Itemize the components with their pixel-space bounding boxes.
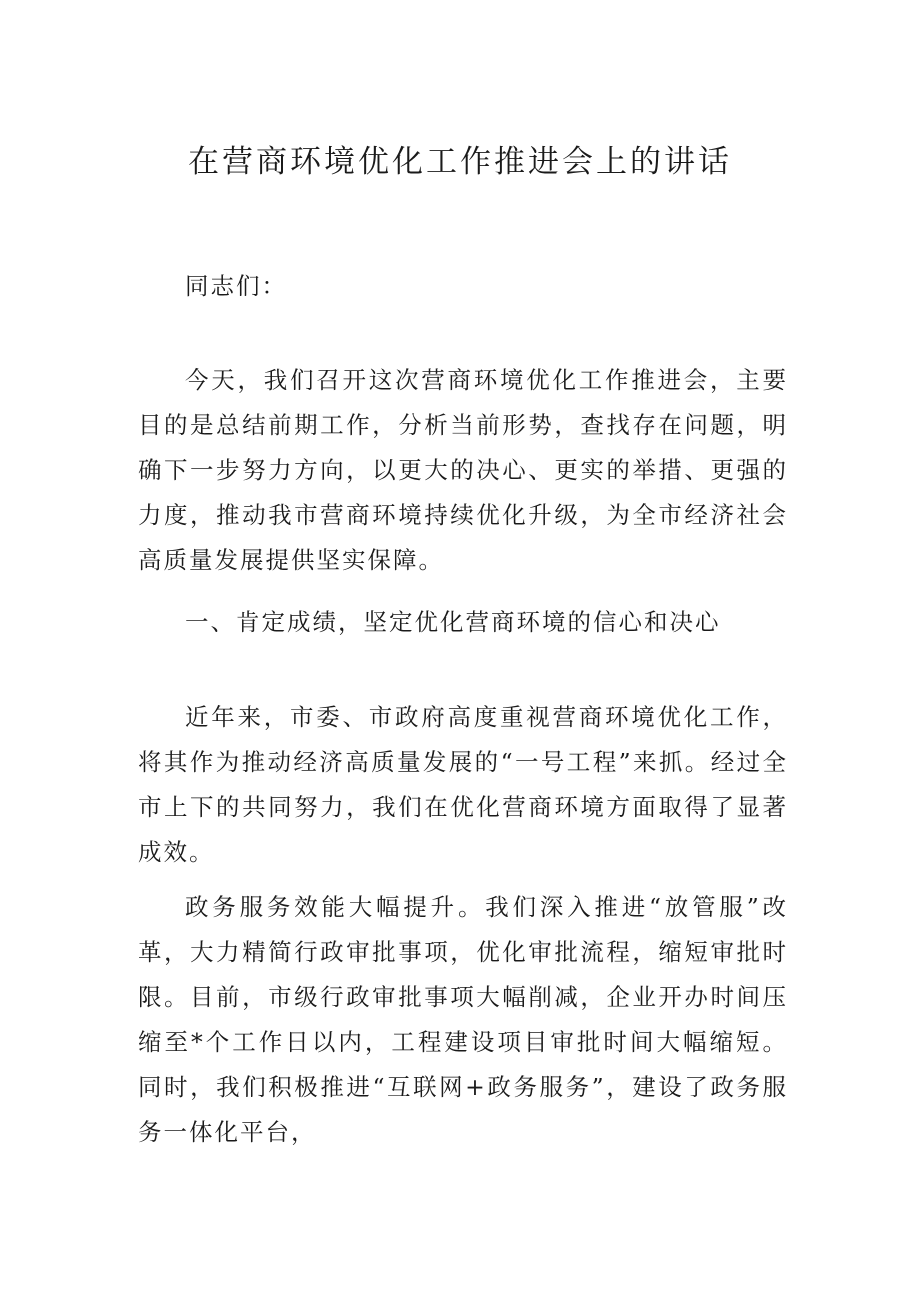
document-title: 在营商环境优化工作推进会上的讲话 [188, 144, 732, 180]
salutation: 同志们： [185, 272, 287, 300]
paragraph-government-services: 政务服务效能大幅提升。我们深入推进“放管服”改革，大力精简行政审批事项，优化审批流程，缩短审批时限。目前，市级行政审批事项大幅削减，企业开办时间压缩至*个工作日以内，工程建设项目审批时间大幅缩短。同时，我们积极推进“互联网+政务服务”，建设了政务服务一体化平台， [138, 893, 788, 1146]
section-heading-1: 一、肯定成绩，坚定优化营商环境的信心和决心 [185, 608, 721, 636]
paragraph-intro: 今天，我们召开这次营商环境优化工作推进会，主要目的是总结前期工作，分析当前形势，查找存在问题，明确下一步努力方向，以更大的决心、更实的举措、更强的力度，推动我市营商环境持续优化升级，为全市经济社会高质量发展提供坚实保障。 [138, 366, 788, 574]
paragraph-achievements: 近年来，市委、市政府高度重视营商环境优化工作，将其作为推动经济高质量发展的“一号工程”来抓。经过全市上下的共同努力，我们在优化营商环境方面取得了显著成效。 [138, 703, 788, 866]
